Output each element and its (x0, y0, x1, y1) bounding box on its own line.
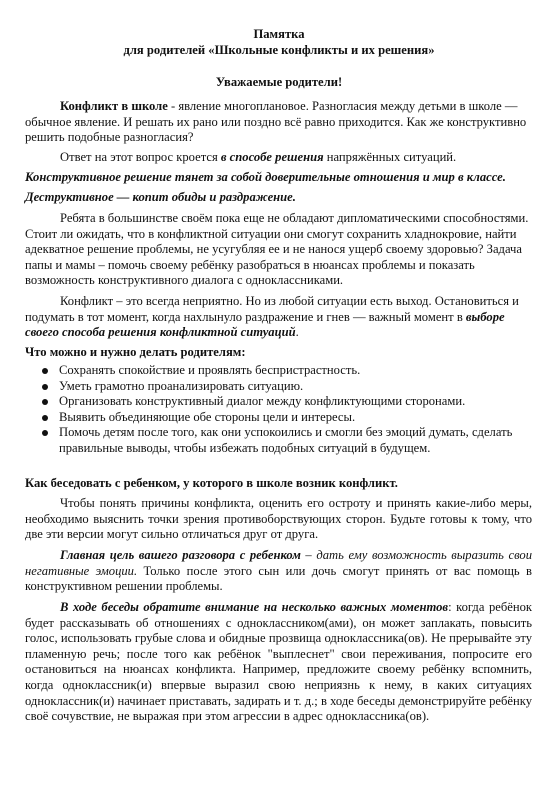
way-out-emphasis: выборе своего способа решения конфликтной ситуаций (25, 309, 505, 340)
bullet-icon (42, 430, 48, 436)
memo-subtitle: для родителей «Школьные конфликты и их решения» (123, 43, 435, 57)
answer-paragraph (25, 150, 532, 166)
greeting: Уважаемые родители! (215, 75, 343, 89)
bullet-icon (42, 368, 48, 374)
talk-paragraph-3 (25, 600, 532, 725)
constructive-statement: Конструктивное решение тянет за собой доверительные отношения и мир в классе. (25, 170, 506, 184)
intro-text: - явление многоплановое. Разногласия между детьми в школе — обычное явление. И решать их рано или поздно всё равно приходится. Как же конструктивно решить подобные разногласия? (25, 99, 527, 145)
memo-title: Памятка (253, 27, 305, 41)
list-item: Выявить объединяющие обе стороны цели и интересы. (25, 410, 532, 426)
way-out-text: Конфликт – это всегда неприятно. Но из любой ситуации есть выход. Остановиться и подумать в тот момент, когда нахлынуло раздражение и гнев — важный момент в (25, 294, 519, 324)
talk-paragraph-1: Чтобы понять причины конфликта, оценить его остроту и принять какие-либо меры, необходимо выяснить точки зрения противоборствующих сторон. Будьте готовы к тому, что две эти версии могут сильно отличаться друг от друга. (25, 496, 532, 542)
diplomacy-paragraph: Ребята в большинстве своём пока еще не обладают дипломатическими способностями. Стоит ли ожидать, что в конфликтной ситуации они смогут сохранить хладнокровие, найти адекватное решение проблемы, не усугубляя ее и не нанося ущерб своему здоровью? Задача папы и мамы – помочь своему ребёнку разобраться в нюансах проблемы и показать возможность конструктивного диалога с одноклассниками. (25, 211, 529, 288)
talk-paragraph-2 (25, 548, 532, 595)
talk-heading: Как беседовать с ребенком, у которого в школе возник конфликт. (25, 476, 398, 490)
key-moments-emphasis: В ходе беседы обратите внимание на несколько важных моментов (60, 600, 449, 614)
todo-heading: Что можно и нужно делать родителям: (25, 345, 246, 359)
key-moments-text: : когда ребёнок будет рассказывать об отношениях с одноклассником(ами), он может заплакать, повысить голос, использовать грубые слова и обидные прозвища одноклассника(ов). Не прерывайте эту пламенную речь; после того как ребёнок "выплеснет" свои переживания, попросите его остановиться на нюансах конфликта. Например, предложите своему ребёнку вспомнить, когда одноклассник(и) впервые выразил свою неприязнь к нему, в каких ситуациях одноклассник(и) начинает приставать, задирать и т. д.; в ходе беседы демонстрируйте ребёнку своё сочувствие, не выражая при этом агрессии в адрес одноклассника(ов). (25, 600, 532, 724)
bullet-icon (42, 415, 48, 421)
intro-paragraph (25, 99, 532, 146)
todo-list (25, 363, 532, 457)
way-out-tail: . (295, 325, 299, 340)
list-item: Уметь грамотно проанализировать ситуацию. (25, 379, 532, 395)
answer-tail: напряжённых ситуаций. (323, 150, 457, 164)
list-item: Сохранять спокойствие и проявлять беспристрастность. (25, 363, 532, 379)
bullet-icon (42, 384, 48, 390)
main-goal-italic: – дать ему возможность выразить свои негативные эмоции. (25, 548, 533, 578)
destructive-statement: Деструктивное — копит обиды и раздражение. (25, 190, 296, 204)
main-goal-tail: Только после этого сын или дочь смогут принять от вас помощь в конструктивном решении проблемы. (25, 563, 532, 594)
list-item: Организовать конструктивный диалог между конфликтующими сторонами. (25, 394, 532, 410)
list-item: Помочь детям после того, как они успокоились и смогли без эмоций думать, сделать правильные выводы, чтобы избежать подобных ситуаций в будущем. (25, 425, 532, 456)
main-goal-emphasis: Главная цель вашего разговора с ребенком (60, 548, 301, 562)
way-out-paragraph (25, 294, 532, 341)
bullet-icon (42, 399, 48, 405)
answer-emphasis: в способе решения (220, 150, 324, 164)
intro-term: Конфликт в школе (60, 99, 168, 113)
answer-text: Ответ на этот вопрос кроется (60, 150, 221, 164)
